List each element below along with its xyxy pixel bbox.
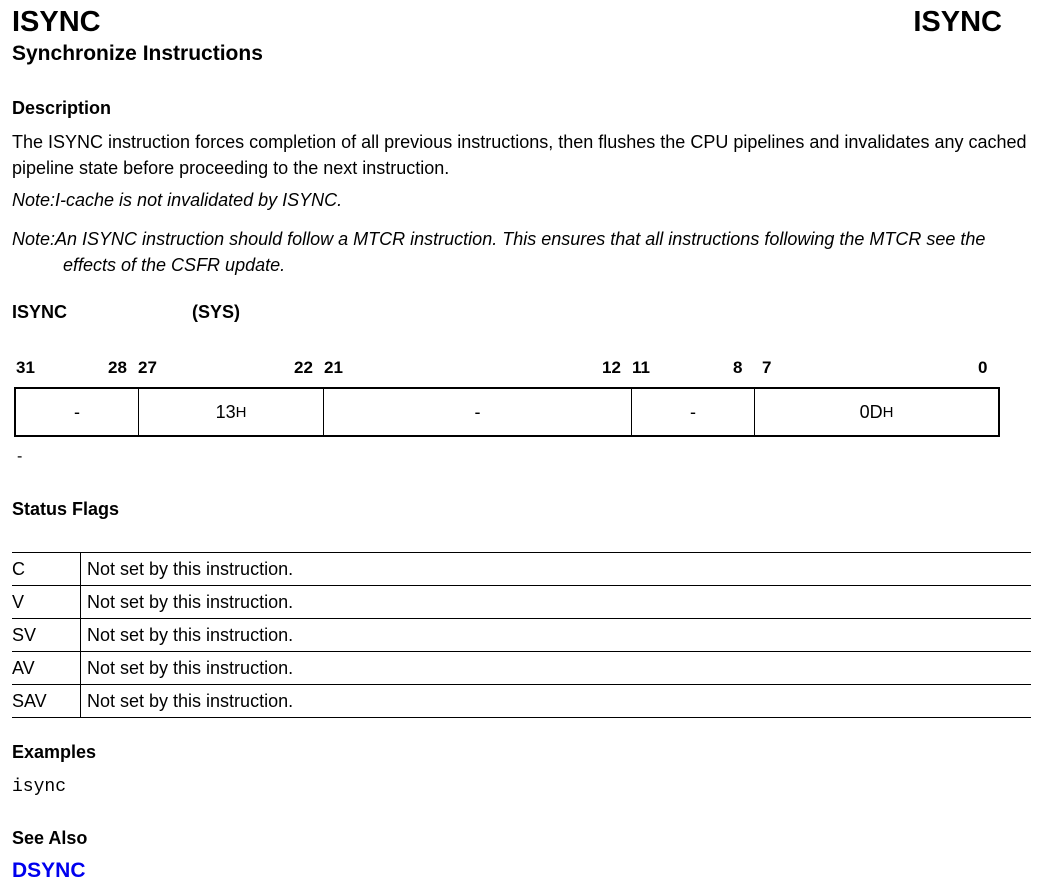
status-flags-heading: Status Flags [12,499,120,519]
flag-description: Not set by this instruction. [81,652,1032,685]
note-label: Note: [12,229,56,249]
example-code: isync [12,777,67,797]
field-31-28: - [16,389,139,435]
encoding-mnemonic: ISYNC [12,302,68,322]
page-title-right: ISYNC [913,6,1002,38]
see-also-heading: See Also [12,828,88,848]
flag-description: Not set by this instruction. [81,553,1032,586]
note-2 [12,226,1037,278]
table-row [12,685,1031,718]
field-11-8: - [632,389,755,435]
bit-label: 22 [294,358,313,377]
flag-name: SAV [12,685,81,718]
table-row [12,553,1031,586]
field-opcode2: 13 H [139,389,324,435]
page-subtitle: Synchronize Instructions [12,42,263,65]
field-opcode1: 0D H [859,401,894,422]
flag-description: Not set by this instruction. [81,586,1032,619]
bit-label: 28 [108,358,127,377]
bit-label: 7 [762,358,772,377]
encoding-format: (SYS) [192,302,241,322]
note-text: An ISYNC instruction should follow a MTCR instruction. This ensures that all instructions following the MTCR see the effects of the CSFR update. [55,229,986,275]
flag-name: C [12,553,81,586]
table-row [12,619,1031,652]
note-label: Note: [12,190,56,210]
bit-label: 11 [632,358,650,377]
table-row [12,652,1031,685]
examples-heading: Examples [12,742,97,762]
flag-description: Not set by this instruction. [81,685,1032,718]
description-text: The ISYNC instruction forces completion of all previous instructions, then flushes the CPU pipelines and invalidates any cached pipeline state before proceeding to the next instruction. [12,132,1027,178]
flag-description: Not set by this instruction. [81,619,1032,652]
table-row [12,586,1031,619]
encoding-footnote: - [17,448,23,465]
bit-label: 8 [733,358,743,377]
status-flags-table [12,552,1031,718]
flag-name: V [12,586,81,619]
flag-name: AV [12,652,81,685]
bit-label: 31 [16,358,35,377]
field-21-12: - [324,389,632,435]
note-1 [12,187,342,213]
description-heading: Description [12,98,112,118]
bit-label: 0 [978,358,988,377]
bit-label: 21 [324,358,343,377]
see-also-dsync-link[interactable]: DSYNC [12,859,86,882]
instruction-encoding [14,387,1000,437]
flag-name: SV [12,619,81,652]
page-title: ISYNC [12,6,101,38]
bit-label: 12 [602,358,621,377]
note-text: I-cache is not invalidated by ISYNC. [55,190,343,210]
bit-label: 27 [138,358,157,377]
